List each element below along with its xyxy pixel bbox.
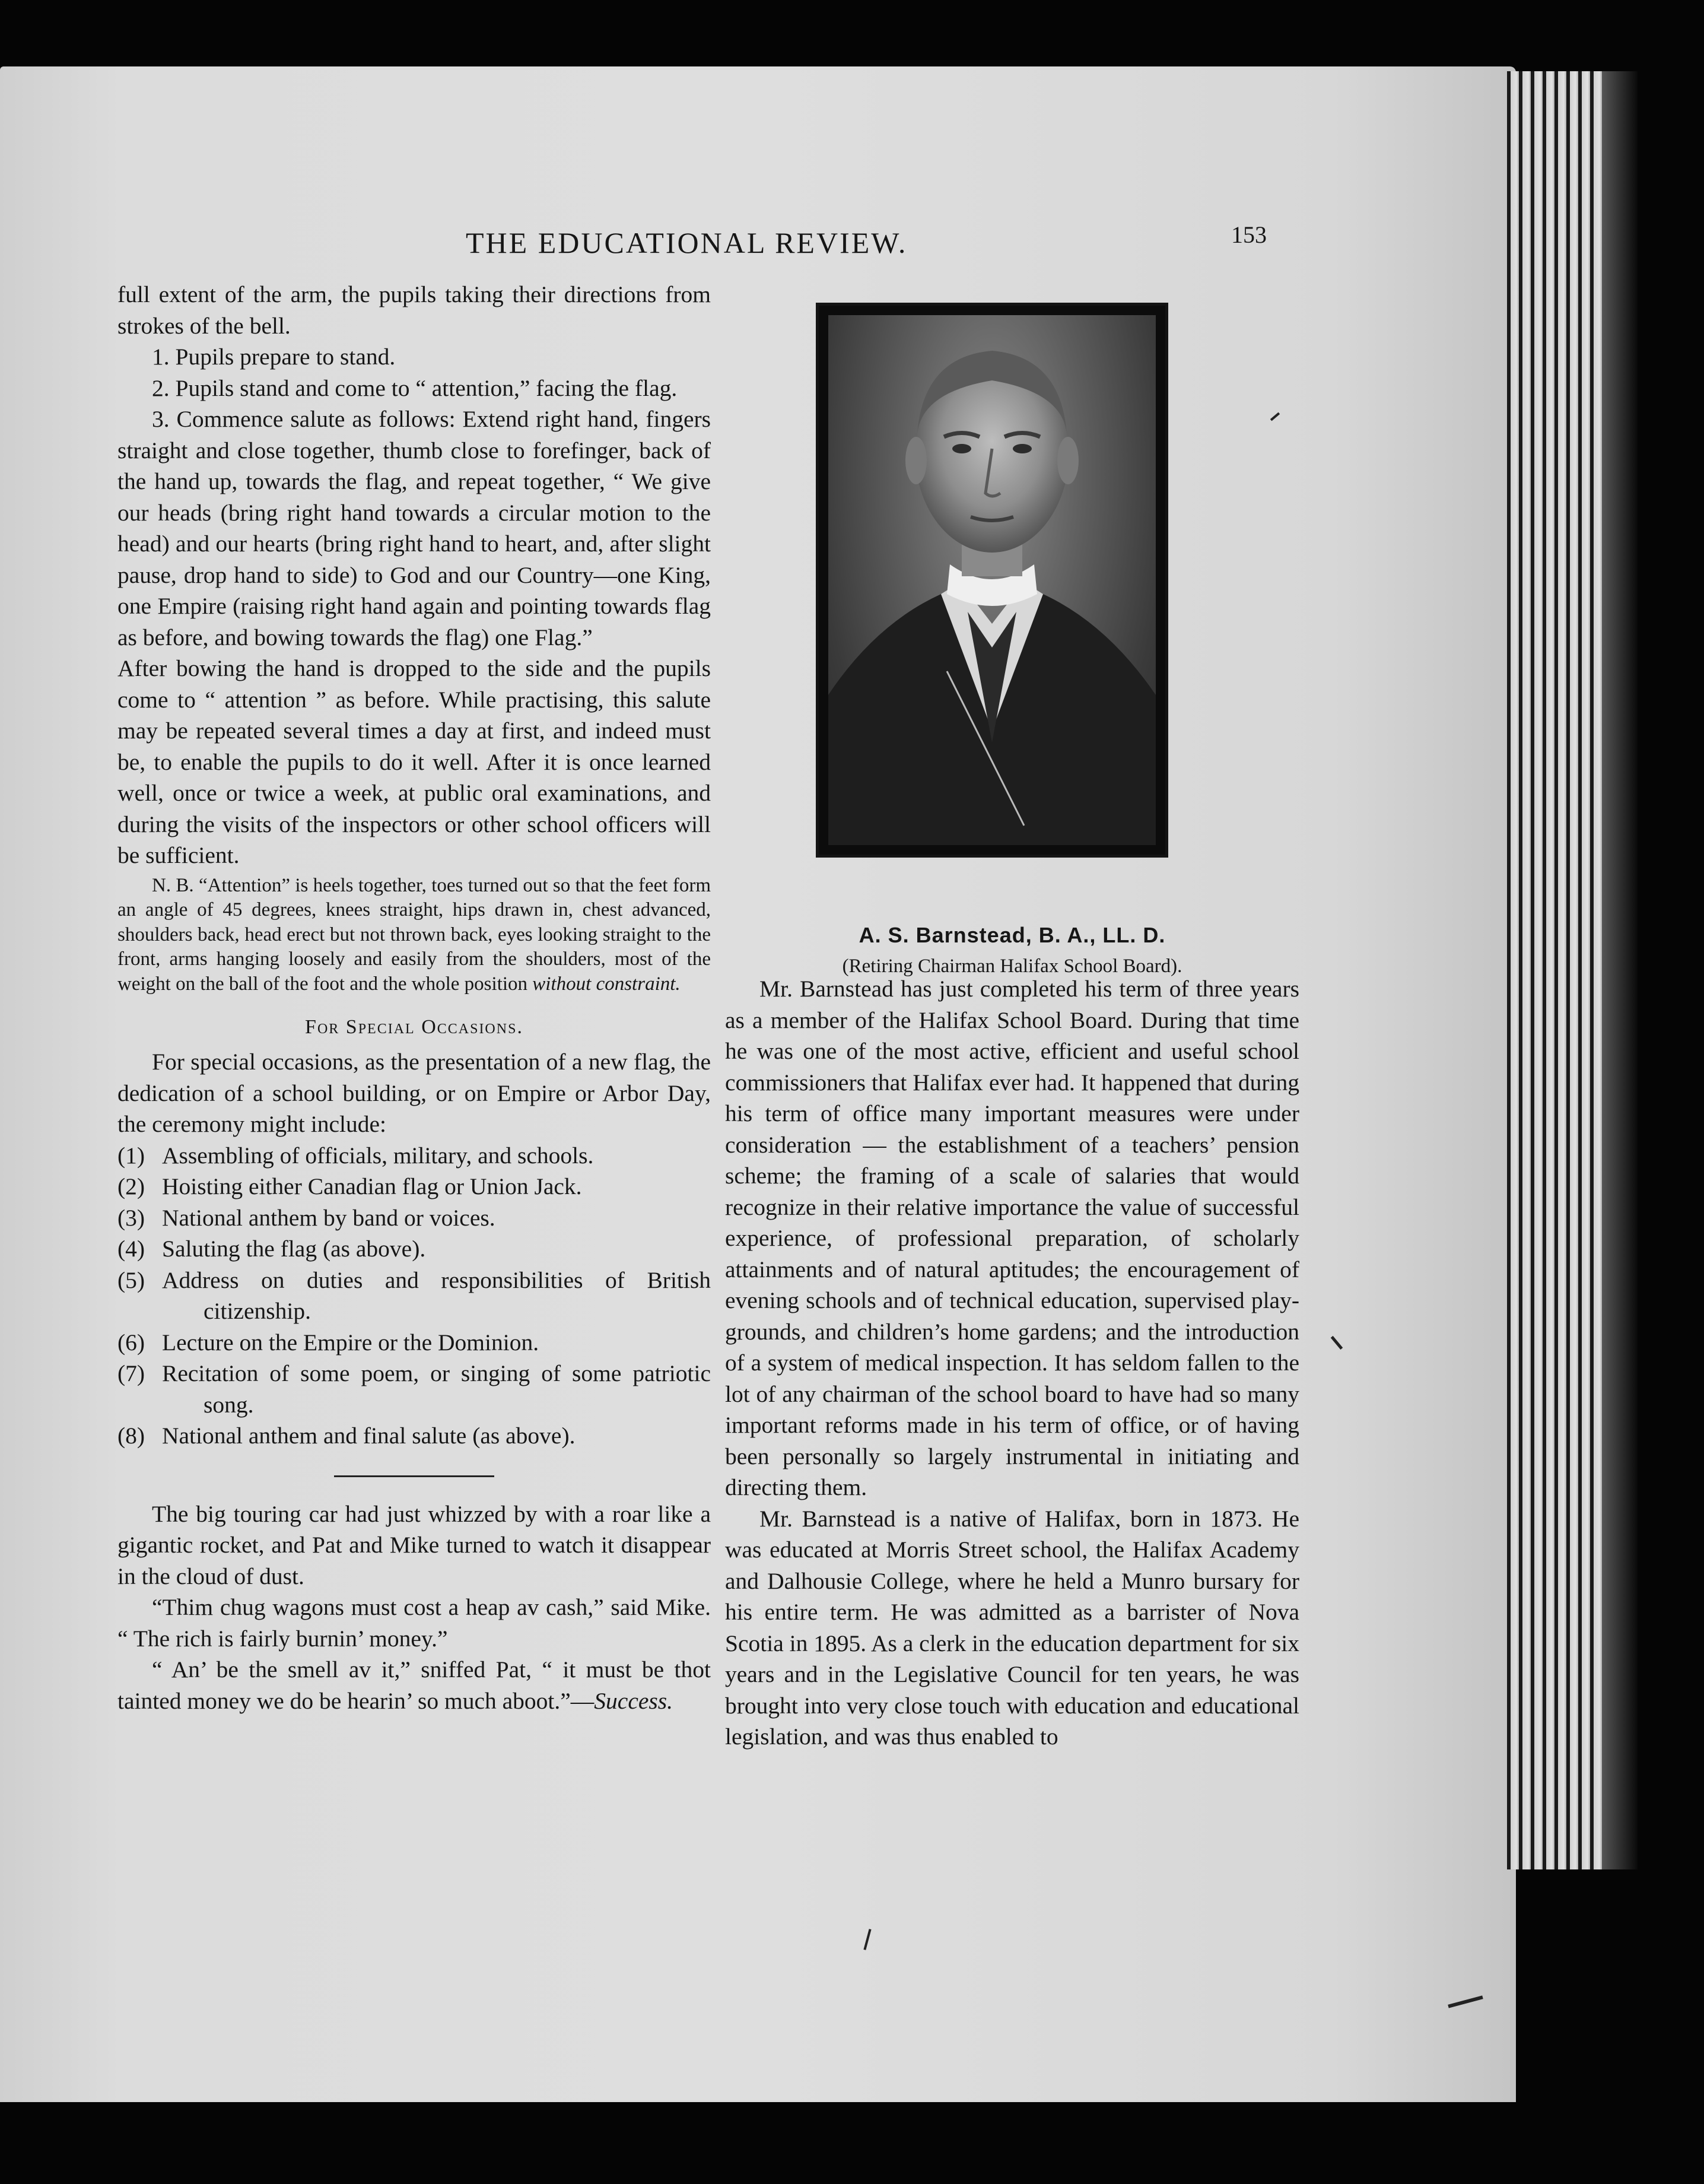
- ceremony-item: [117, 1140, 711, 1172]
- ceremony-item: [117, 1171, 711, 1202]
- step-text: Commence salute as follows: Extend right hand, fingers straight and close together, thumb close to forefinger, back of the hand up, towards the flag, and repeat together, “ We give our heads (bring right hand towards a circular motion to the head) and our hearts (bring right hand to heart, and, after slight pause, drop hand to side) to God and our Country—one King, one Empire (raising right hand again and pointing towards flag as before, and bowing towards the flag) one Flag.”: [117, 406, 711, 650]
- book-page-edges: [1507, 71, 1602, 1869]
- ceremony-number: (6): [117, 1329, 145, 1356]
- step-number: 1.: [152, 344, 170, 370]
- joke-text: “ An’ be the smell av it,” sniffed Pat, “ it must be thot tainted money we do be hearin’ so much aboot.”—: [117, 1656, 711, 1714]
- ceremony-number: (1): [117, 1142, 145, 1169]
- page-number: 153: [1231, 221, 1267, 248]
- after-bowing-paragraph: After bowing the hand is dropped to the side and the pupils come to “ attention ” as before. While practising, this salute may be repeated several times a day at first, and indeed must be, to enable the pupils to do it well. After it is once learned well, once or twice a week, at public oral examinations, and during the visits of the inspectors or other school officers will be sufficient.: [117, 655, 711, 868]
- ceremony-number: (3): [117, 1204, 145, 1231]
- ceremony-number: (5): [117, 1266, 145, 1293]
- ceremony-list: [117, 1140, 711, 1452]
- joke-paragraph-1: The big touring car had just whizzed by with a roar like a gigantic rocket, and Pat and Mike turned to watch it disappear in the cloud of dust.: [117, 1500, 711, 1589]
- portrait-figure-icon: [828, 315, 1156, 845]
- ceremony-number: (7): [117, 1360, 145, 1386]
- left-column: [117, 279, 711, 1716]
- opening-paragraph: full extent of the arm, the pupils taking their directions from strokes of the bell.: [117, 281, 711, 339]
- ceremony-text: Saluting the flag (as above).: [162, 1236, 426, 1262]
- ceremony-text: Lecture on the Empire or the Dominion.: [162, 1329, 539, 1356]
- step-number: 3.: [152, 406, 170, 432]
- step-number: 2.: [152, 374, 170, 401]
- special-intro: For special occasions, as the presentation of a new flag, the dedication of a school building, or on Empire or Arbor Day, the ceremony might include:: [117, 1049, 711, 1137]
- running-head: THE EDUCATIONAL REVIEW.: [466, 226, 908, 259]
- portrait-frame: [816, 303, 1168, 858]
- ceremony-item: [117, 1327, 711, 1358]
- biography-paragraph-1: Mr. Barnstead has just completed his term of three years as a member of the Halifax School Board. During that time he was one of the most active, efficient and useful school commissioners that Halifax ever had. It happened that during his term of office many important measures were under consideration — the establishment of a teachers’ pension scheme; the framing of a scale of salaries that would recognize in their relative importance the value of successful experience, of professional preparation, of scholarly attainments and of natural aptitudes; the encouragement of evening schools and of technical education, supervised play-grounds, and children’s home gardens; and the introduction of a system of medical inspection. It has seldom fallen to the lot of any chairman of the school board to have had so many important reforms made in his term of office, or of having been personally so largely instrumental in initiating and directing them.: [725, 976, 1299, 1500]
- salute-step-3: [117, 404, 711, 653]
- salute-step-2: [117, 373, 711, 404]
- ceremony-text: National anthem and final salute (as above).: [162, 1423, 576, 1449]
- ceremony-text: Recitation of some poem, or singing of some patriotic song.: [162, 1360, 711, 1418]
- ceremony-text: Address on duties and responsibilities of British citizenship.: [162, 1266, 711, 1324]
- ceremony-item: [117, 1265, 711, 1327]
- book-edge-shadow: [1602, 71, 1638, 1869]
- nb-italic: without constraint.: [532, 973, 681, 995]
- salute-step-1: [117, 341, 711, 373]
- ceremony-item: [117, 1358, 711, 1420]
- ceremony-text: Hoisting either Canadian flag or Union Jack.: [162, 1173, 582, 1199]
- nb-note: [117, 874, 711, 997]
- biography-paragraph-2: Mr. Barnstead is a native of Halifax, born in 1873. He was educated at Morris Street school, the Halifax Academy and Dalhousie College, where he held a Munro bursary for his entire term. He was admitted as a barrister of Nova Scotia in 1895. As a clerk in the education department for six years and in the Legislative Council for ten years, he was brought into very close touch with education and educational legislation, and was thus enabled to: [725, 1505, 1299, 1750]
- ceremony-text: Assembling of officials, military, and schools.: [162, 1142, 594, 1169]
- ceremony-item: [117, 1233, 711, 1265]
- step-text: Pupils prepare to stand.: [175, 344, 396, 370]
- joke-attribution: Success.: [594, 1687, 673, 1714]
- step-text: Pupils stand and come to “ attention,” facing the flag.: [175, 374, 678, 401]
- joke-paragraph-2: “Thim chug wagons must cost a heap av cash,” said Mike. “ The rich is fairly burnin’ money.”: [117, 1594, 711, 1652]
- right-column: [725, 973, 1299, 1753]
- nb-text: N. B. “Attention” is heels together, toes turned out so that the feet form an angle of 45 degrees, knees straight, hips drawn in, chest advanced, shoulders back, head erect but not thrown back, eyes looking straight to the front, arms hanging loosely and easily from the shoulders, most of the weight on the ball of the foot and the whole position: [117, 874, 711, 995]
- ceremony-number: (2): [117, 1173, 145, 1199]
- portrait-caption-subtitle: (Retiring Chairman Halifax School Board).: [842, 956, 1182, 977]
- ceremony-number: (8): [117, 1423, 145, 1449]
- ceremony-item: [117, 1202, 711, 1234]
- ceremony-number: (4): [117, 1236, 145, 1262]
- joke-paragraph-3: [117, 1654, 711, 1716]
- portrait-photo: [828, 315, 1156, 845]
- ceremony-text: National anthem by band or voices.: [162, 1204, 495, 1231]
- portrait-caption-name: A. S. Barnstead, B. A., LL. D.: [859, 923, 1166, 947]
- section-divider: [334, 1475, 494, 1477]
- section-heading-special-occasions: For Special Occasions.: [305, 1016, 523, 1038]
- ceremony-item: [117, 1420, 711, 1452]
